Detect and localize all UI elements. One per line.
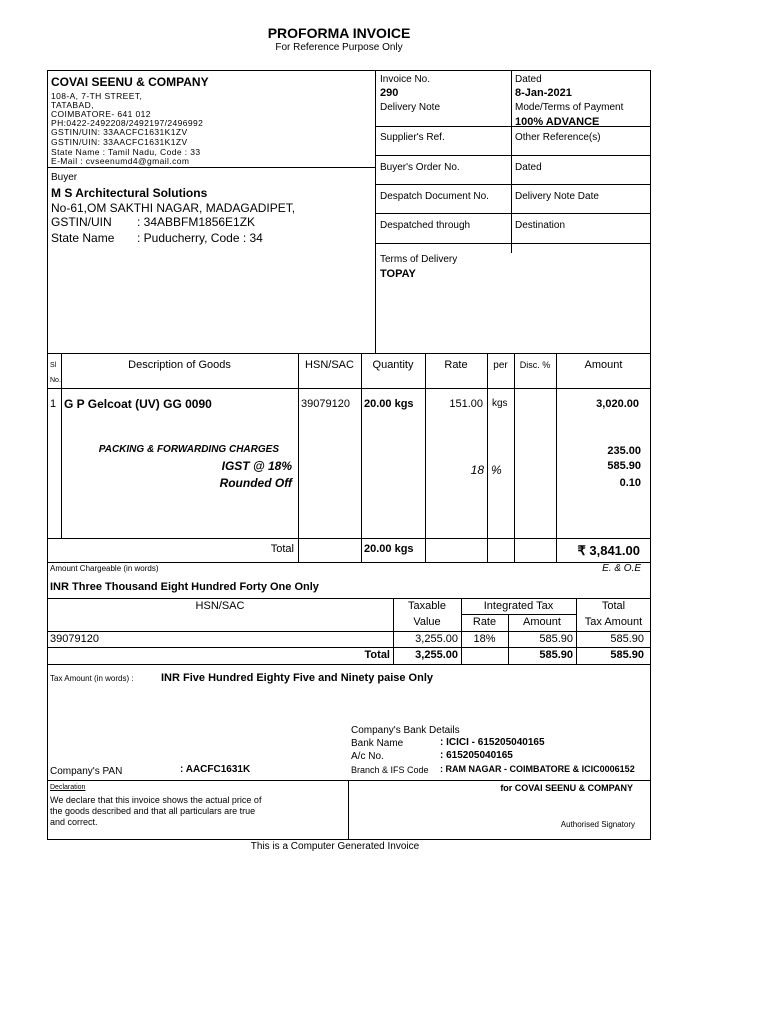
tax-row-rate: 18% (473, 633, 496, 645)
taxable-value-header: Value (413, 616, 441, 628)
buyer-gstin-label: GSTIN/UIN (51, 215, 112, 229)
for-company: for COVAI SEENU & COMPANY (500, 783, 633, 793)
company-pan: : AACFC1631K (180, 764, 251, 775)
total-label: Total (270, 543, 294, 555)
tax-amount-in-words: INR Five Hundred Eighty Five and Ninety paise Only (161, 672, 433, 684)
buyer-state-label: State Name (51, 231, 115, 245)
integrated-tax-header: Integrated Tax (483, 600, 554, 612)
tax-total-value: 3,255.00 (415, 649, 458, 661)
buyer-state: : Puducherry, Code : 34 (137, 231, 263, 245)
account-no: : 615205040165 (440, 750, 513, 761)
branch-ifs-label: Branch & IFS Code (351, 765, 429, 775)
seller-gstin: GSTIN/UIN: 33AACFC1631K1ZV (51, 127, 188, 137)
invoice-date: 8-Jan-2021 (515, 87, 572, 99)
packing-amount: 235.00 (607, 445, 641, 457)
col-per: per (493, 360, 508, 371)
amount-words-label: Amount Chargeable (in words) (50, 564, 159, 573)
payment-terms-label: Mode/Terms of Payment (515, 102, 624, 113)
tax-amount-col-header: Amount (523, 616, 561, 628)
invoice-no-label: Invoice No. (380, 74, 431, 85)
igst-per: % (491, 463, 502, 477)
tax-hsn-header: HSN/SAC (195, 600, 245, 612)
tax-total-label: Total (364, 649, 390, 661)
declaration-line: We declare that this invoice shows the actual price of (50, 795, 262, 805)
order-dated-label: Dated (515, 162, 542, 173)
igst-label: IGST @ 18% (221, 459, 292, 473)
destination-label: Destination (515, 220, 566, 231)
rounded-off-amount: 0.10 (619, 477, 641, 489)
tax-row-value: 3,255.00 (415, 633, 458, 645)
declaration-line: and correct. (50, 817, 98, 827)
seller-email: E-Mail : cvseenumd4@gmail.com (51, 156, 190, 166)
invoice-subtitle: For Reference Purpose Only (275, 42, 403, 53)
item-per: kgs (492, 398, 508, 409)
packing-label: PACKING & FORWARDING CHARGES (98, 444, 279, 455)
tax-total-amount: 585.90 (539, 649, 573, 661)
tax-total-total: 585.90 (610, 649, 644, 661)
bank-details-title: Company's Bank Details (351, 725, 460, 736)
item-amount: 3,020.00 (596, 398, 639, 410)
seller-state: State Name : Tamil Nadu, Code : 33 (51, 147, 201, 157)
tax-words-label: Tax Amount (in words) : (50, 674, 134, 683)
tax-rate-header: Rate (472, 616, 497, 628)
buyer-name: M S Architectural Solutions (51, 186, 208, 200)
despatched-through-label: Despatched through (380, 220, 471, 231)
buyer-address: No-61,OM SAKTHI NAGAR, MADAGADIPET, (51, 201, 296, 215)
delivery-note-label: Delivery Note (380, 102, 441, 113)
col-disc: Disc. % (519, 360, 551, 370)
seller-gstin: GSTIN/UIN: 33AACFC1631K1ZV (51, 137, 188, 147)
supplier-ref-label: Supplier's Ref. (380, 132, 445, 143)
bank-name: : ICICI - 615205040165 (440, 737, 545, 748)
igst-amount: 585.90 (607, 460, 641, 472)
pan-label: Company's PAN (50, 766, 123, 777)
col-hsn: HSN/SAC (305, 359, 354, 371)
col-amount: Amount (584, 359, 623, 371)
taxable-header: Taxable (408, 600, 446, 612)
payment-terms: 100% ADVANCE (515, 116, 600, 128)
account-no-label: A/c No. (351, 751, 384, 762)
seller-address-line: COIMBATORE- 641 012 (51, 109, 151, 119)
despatch-doc-label: Despatch Document No. (380, 191, 489, 202)
col-no: No. (50, 377, 61, 384)
seller-address-line: 108-A, 7-TH STREET, (51, 91, 143, 101)
total-quantity: 20.00 kgs (364, 543, 414, 555)
other-ref-label: Other Reference(s) (515, 132, 601, 143)
item-description: G P Gelcoat (UV) GG 0090 (64, 397, 212, 411)
item-hsn: 39079120 (301, 398, 350, 410)
tax-total-header: Total (601, 600, 626, 612)
declaration-label: Declaration (50, 784, 86, 791)
terms-of-delivery: TOPAY (380, 268, 416, 280)
dated-label: Dated (515, 74, 542, 85)
item-rate: 151.00 (449, 398, 483, 410)
computer-generated-note: This is a Computer Generated Invoice (250, 841, 420, 852)
col-quantity: Quantity (372, 359, 414, 371)
buyer-order-label: Buyer's Order No. (380, 162, 460, 173)
buyer-label: Buyer (51, 172, 78, 183)
seller-address-line: TATABAD, (51, 100, 94, 110)
branch-ifs: : RAM NAGAR - COIMBATORE & ICIC0006152 (440, 764, 635, 774)
rounded-off-label: Rounded Off (219, 476, 292, 490)
authorised-signatory: Authorised Signatory (560, 820, 635, 829)
invoice-no: 290 (380, 87, 399, 99)
igst-rate: 18 (470, 463, 484, 477)
bank-name-label: Bank Name (351, 738, 404, 749)
seller-name: COVAI SEENU & COMPANY (51, 75, 209, 89)
item-sl: 1 (50, 398, 57, 410)
col-rate: Rate (444, 359, 468, 371)
invoice-title: PROFORMA INVOICE (267, 25, 411, 41)
amount-in-words: INR Three Thousand Eight Hundred Forty One Only (50, 581, 319, 593)
delivery-note-date-label: Delivery Note Date (515, 191, 599, 202)
buyer-gstin: : 34ABBFM1856E1ZK (137, 215, 256, 229)
tax-row-amount: 585.90 (539, 633, 573, 645)
declaration-line: the goods described and that all particulars are true (50, 806, 256, 816)
col-sl: Sl (50, 362, 57, 369)
eoe-note: E. & O.E (602, 563, 641, 574)
total-tax-amount-header: Tax Amount (584, 616, 643, 628)
seller-phone: PH:0422-2492208/2492197/2496992 (51, 118, 204, 128)
terms-of-delivery-label: Terms of Delivery (380, 254, 458, 265)
tax-row-hsn: 39079120 (50, 633, 99, 645)
tax-row-total: 585.90 (610, 633, 644, 645)
grand-total: ₹ 3,841.00 (577, 543, 640, 558)
col-description: Description of Goods (128, 359, 231, 371)
item-quantity: 20.00 kgs (364, 398, 414, 410)
